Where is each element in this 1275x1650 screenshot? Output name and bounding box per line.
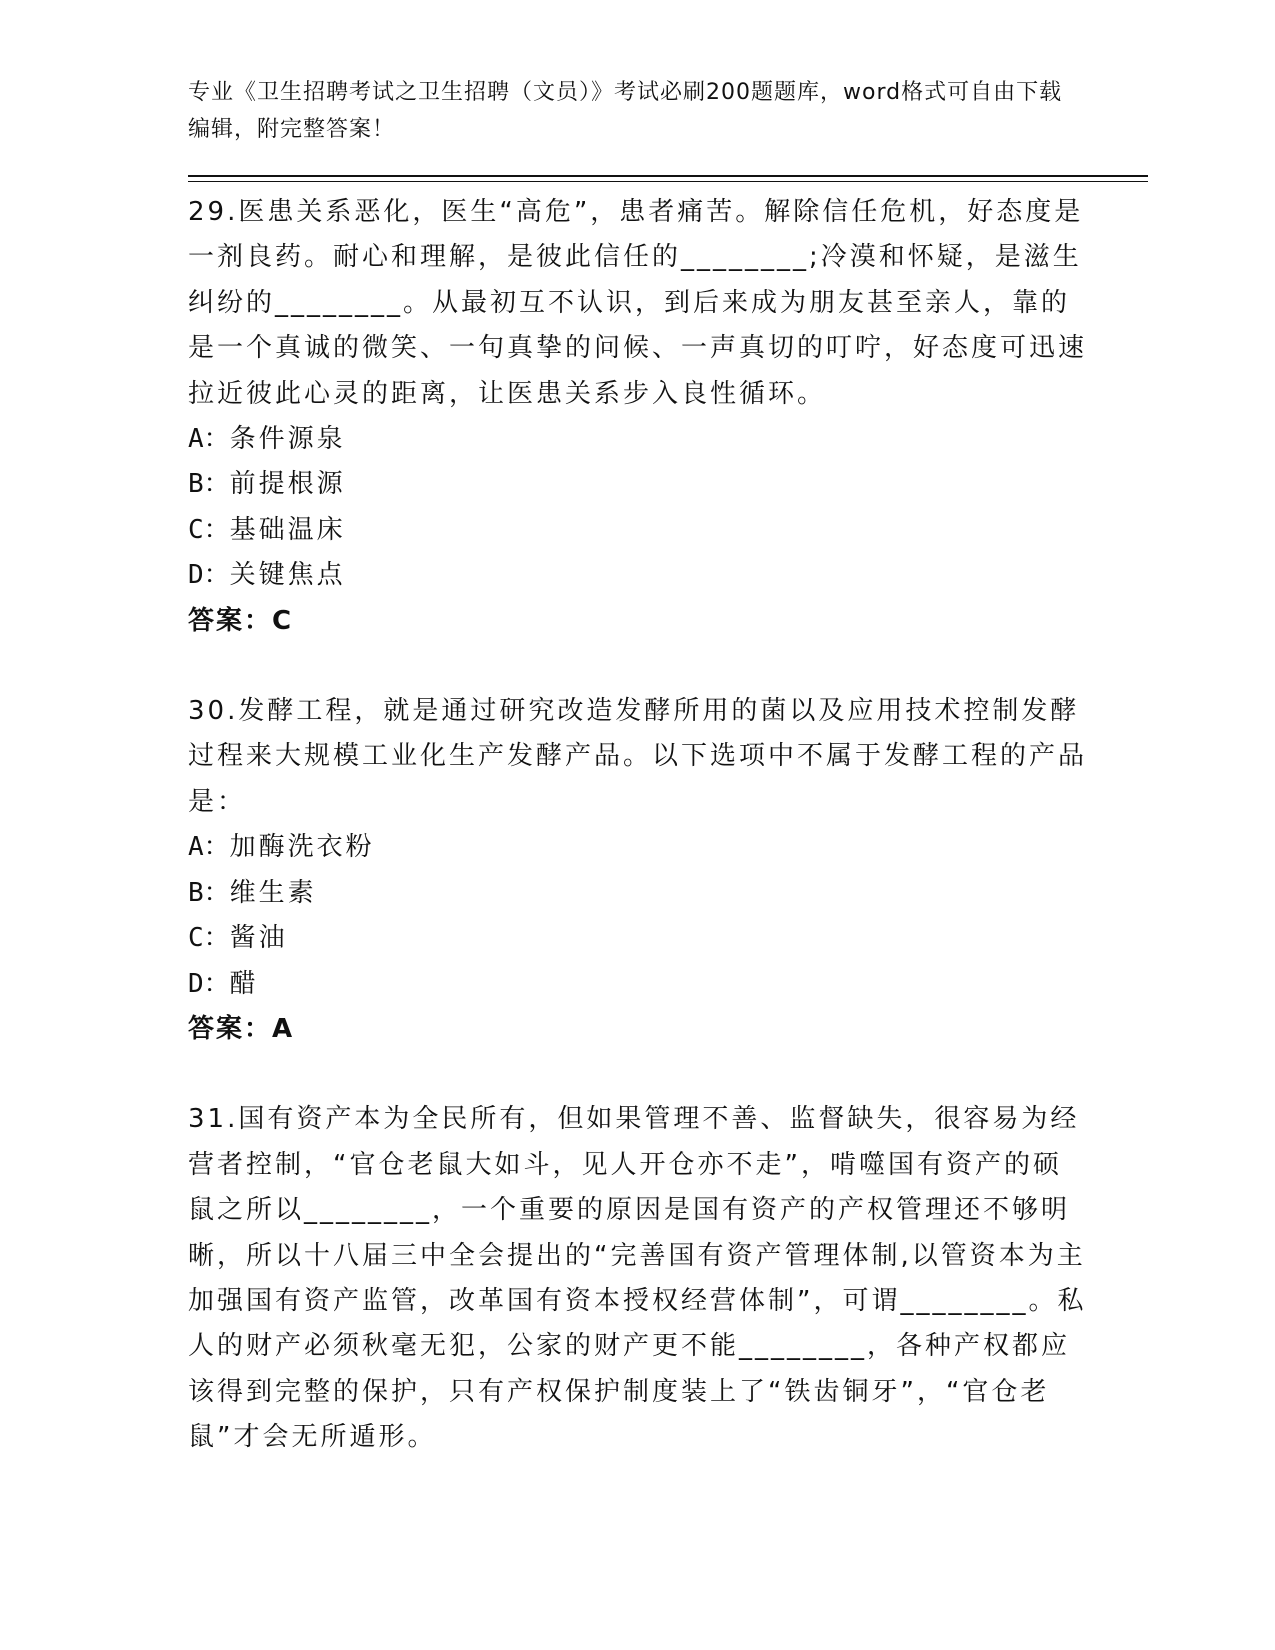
option-key: B： xyxy=(188,469,230,500)
question-list xyxy=(188,190,1088,1461)
option-d xyxy=(188,962,1088,1007)
option-b xyxy=(188,462,1088,507)
option-text: 维生素 xyxy=(229,877,317,908)
option-text: 基础温床 xyxy=(229,514,346,545)
question-29 xyxy=(188,190,1088,644)
option-key: B： xyxy=(188,877,230,908)
option-text: 醋 xyxy=(229,968,259,999)
question-stem: 30.发酵工程，就是通过研究改造发酵所用的菌以及应用技术控制发酵过程来大规模工业化生产发酵产品。以下选项中不属于发酵工程的产品是： xyxy=(188,696,1088,817)
option-text: 条件源泉 xyxy=(229,424,346,455)
option-c xyxy=(188,508,1088,553)
option-key: C： xyxy=(188,514,230,545)
question-31 xyxy=(188,1097,1088,1460)
option-text: 酱油 xyxy=(229,923,288,954)
header-rule-thick xyxy=(188,175,1148,177)
option-key: D： xyxy=(188,968,230,999)
option-a xyxy=(188,825,1088,870)
question-spacer xyxy=(188,644,1088,689)
option-text: 前提根源 xyxy=(229,469,346,500)
option-key: A： xyxy=(188,832,230,863)
option-text: 加酶洗衣粉 xyxy=(229,832,375,863)
option-key: A： xyxy=(188,424,230,455)
question-stem: 29.医患关系恶化，医生“高危”，患者痛苦。解除信任危机，好态度是一剂良药。耐心和理解，是彼此信任的________;冷漠和怀疑，是滋生纠纷的________。从最初互不认识，到后来成为朋友甚至亲人，靠的是一个真诚的微笑、一句真挚的问候、一声真切的叮咛，好态度可迅速拉近彼此心灵的距离，让医患关系步入良性循环。 xyxy=(188,197,1088,409)
option-key: D： xyxy=(188,560,230,591)
option-c xyxy=(188,916,1088,961)
option-a xyxy=(188,417,1088,462)
question-stem: 31.国有资产本为全民所有，但如果管理不善、监督缺失，很容易为经营者控制，“官仓老鼠大如斗，见人开仓亦不走”，啃噬国有资产的硕鼠之所以________，一个重要的原因是国有资产的产权管理还不够明晰，所以十八届三中全会提出的“完善国有资产管理体制,以管资本为主加强国有资产监管，改革国有资本授权经营体制”，可谓________。私人的财产必须秋毫无犯，公家的财产更不能________，各种产权都应该得到完整的保护，只有产权保护制度装上了“铁齿铜牙”，“官仓老鼠”才会无所遁形。 xyxy=(188,1104,1087,1453)
question-30 xyxy=(188,689,1088,1052)
question-spacer xyxy=(188,1052,1088,1097)
option-text: 关键焦点 xyxy=(229,560,346,591)
option-key: C： xyxy=(188,923,230,954)
option-d xyxy=(188,553,1088,598)
option-b xyxy=(188,871,1088,916)
document-header: 专业《卫生招聘考试之卫生招聘（文员）》考试必刷200题题库，word格式可自由下载编辑，附完整答案！ xyxy=(188,80,1063,142)
answer-line: 答案：C xyxy=(188,605,294,636)
answer-line: 答案：A xyxy=(188,1013,295,1044)
header-rule-thin xyxy=(188,181,1148,182)
